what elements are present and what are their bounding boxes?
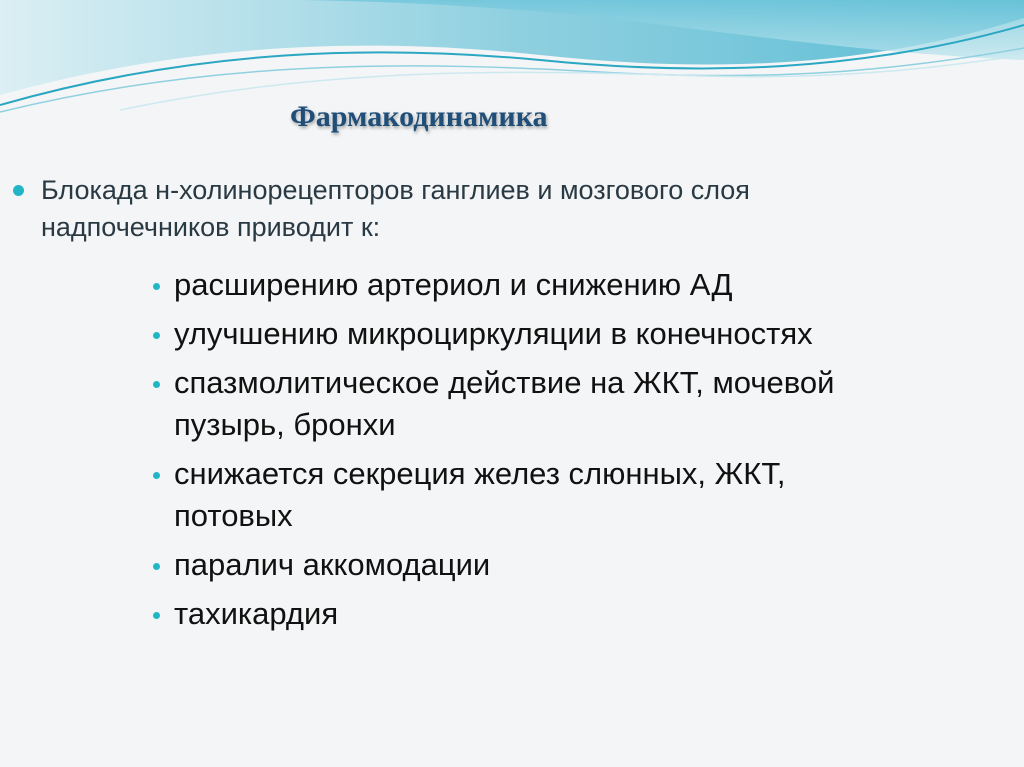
- bullet-dot-icon: [153, 283, 160, 290]
- bullet-dot-icon: [153, 381, 160, 388]
- list-item-line: спазмолитическое действие на ЖКТ, мочевой: [174, 365, 835, 400]
- list-item-line: пузырь, бронхи: [174, 407, 396, 442]
- intro-line: Блокада н-холинорецепторов ганглиев и мозгового слоя: [41, 175, 750, 205]
- effects-list: [150, 264, 970, 642]
- list-item-line: паралич аккомодации: [174, 547, 491, 582]
- main-bullet: [13, 172, 1003, 246]
- main-bullet-text: [41, 172, 1003, 246]
- intro-line: надпочечников приводит к:: [41, 212, 381, 242]
- list-item: [150, 453, 970, 537]
- list-item-line: потовых: [174, 498, 293, 533]
- bullet-dot-icon: [13, 185, 24, 196]
- bullet-dot-icon: [153, 612, 160, 619]
- list-item-line: расширению артериол и снижению АД: [174, 267, 733, 302]
- list-item: [150, 313, 970, 355]
- list-item: [150, 593, 970, 635]
- list-item: [150, 264, 970, 306]
- bullet-dot-icon: [153, 563, 160, 570]
- list-item: [150, 544, 970, 586]
- bullet-dot-icon: [153, 472, 160, 479]
- list-item-line: улучшению микроциркуляции в конечностях: [174, 316, 813, 351]
- list-item-line: тахикардия: [174, 596, 339, 631]
- list-item-line: снижается секреция желез слюнных, ЖКТ,: [174, 456, 786, 491]
- slide-title: Фармакодинамика: [290, 100, 548, 133]
- list-item: [150, 362, 970, 446]
- bullet-dot-icon: [153, 332, 160, 339]
